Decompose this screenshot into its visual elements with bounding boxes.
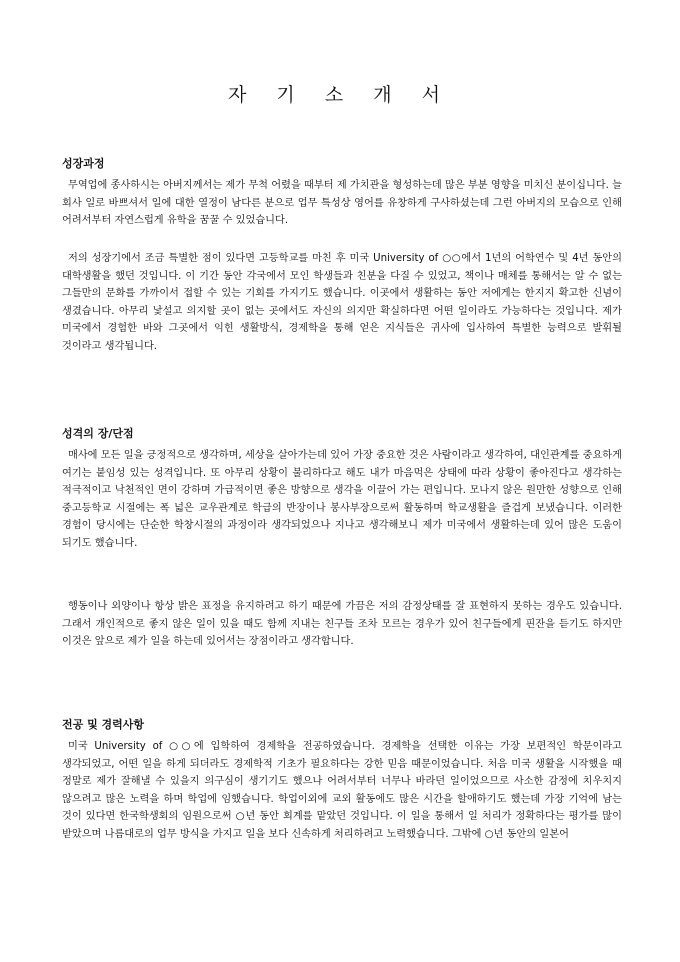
section-heading-growth: 성장과정 bbox=[62, 157, 105, 170]
paragraph: 저의 성장기에서 조금 특별한 점이 있다면 고등학교를 마친 후 미국 University of ○○에서 1년의 어학연수 및 4년 동안의 대학생활을 했던 것입니다. 이 기간 동안 각국에서 모인 학생들과 친분을 다질 수 있었고, 책이나 매체를 통해서는 알 수 없는 그들만의 문화를 가까이서 접할 수 있는 기회를 가지기도 했습니다. 이곳에서 생활하는 동안 저에게는 한지지 확고한 신념이 생겼습니다. 아무리 낯설고 의지할 곳이 없는 곳에서도 자신의 의지만 확실하다면 어떤 일이라도 가능하다는 것입니다. 제가 미국에서 경험한 바와 그곳에서 익힌 생활방식, 경제학을 통해 얻은 지식들은 귀사에 입사하여 특별한 능력으로 발휘될 것이라고 생각됩니다. bbox=[62, 253, 622, 352]
paragraph: 행동이나 외양이나 항상 밝은 표정을 유지하려고 하기 때문에 가끔은 저의 감정상태를 잘 표현하지 못하는 경우도 있습니다. 그래서 개인적으로 좋지 않은 일이 있을 때도 함께 지내는 친구들 조차 모르는 경우가 있어 친구들에게 핀잔을 듣기도 하지만 이것은 앞으로 제가 일을 하는데 있어서는 장점이라고 생각합니다. bbox=[62, 601, 622, 648]
section-heading-personality: 성격의 장/단점 bbox=[62, 427, 134, 440]
document-title: 자 기 소 개 서 bbox=[228, 84, 452, 106]
paragraph: 매사에 모든 일을 긍정적으로 생각하며, 세상을 살아가는데 있어 가장 중요한 것은 사람이라고 생각하여, 대인관계를 중요하게 여기는 붙임성 있는 성격입니다. 또 아무리 상황이 불리하다고 해도 내가 마음먹은 상태에 따라 상황이 좋아진다고 생각하는 적극적이고 낙천적인 면이 강하며 가급적이면 좋은 방향으로 생각을 이끌어 가는 편입니다. 모나지 않은 원만한 성향으로 인해 중고등학교 시절에는 폭 넓은 교우관계로 학급의 반장이나 봉사부장으로써 활동하며 학교생활을 즐겁게 보냈습니다. 이러한 경험이 당시에는 단순한 학창시절의 과정이라 생각되었으나 지나고 생각해보니 제가 미국에서 생활하는데 있어 많은 도움이 되기도 했습니다. bbox=[62, 450, 622, 549]
paragraph: 미국 University of ○○에 입학하여 경제학을 전공하였습니다. 경제학을 선택한 이유는 가장 보편적인 학문이라고 생각되었고, 어떤 일을 하게 되더라도 경제학적 기초가 필요하다는 강한 믿음 때문이었습니다. 처음 미국 생활을 시작했을 때 정말로 제가 잘해낼 수 있을지 의구심이 생기기도 했으나 어려서부터 너무나 바라던 일이었으므로 사소한 감정에 치우치지 않으려고 많은 노력을 하며 학업에 임했습니다. 학업이외에 교외 활동에도 많은 시간을 할애하기도 했는데 가장 기억에 남는 것이 있다면 한국학생회의 임원으로써 ○년 동안 회계를 맡았던 것입니다. 이 일을 통해서 일 처리가 정확하다는 평가를 많이 받았으며 나름대로의 업무 방식을 가지고 일을 보다 신속하게 처리하려고 노력했습니다. 그밖에 ○년 동안의 일본어 bbox=[62, 741, 622, 840]
paragraph: 무역업에 종사하시는 아버지께서는 제가 무척 어렸을 때부터 제 가치관을 형성하는데 많은 부분 영향을 미치신 분이십니다. 늘 회사 일로 바쁘셔서 일에 대한 열정이 남다른 분으로 업무 특성상 영어를 유창하게 구사하셨는데 그런 아버지의 모습으로 인해 어려서부터 자연스럽게 유학을 꿈꿀 수 있었습니다. bbox=[62, 180, 622, 227]
section-heading-major-career: 전공 및 경력사항 bbox=[62, 718, 145, 731]
